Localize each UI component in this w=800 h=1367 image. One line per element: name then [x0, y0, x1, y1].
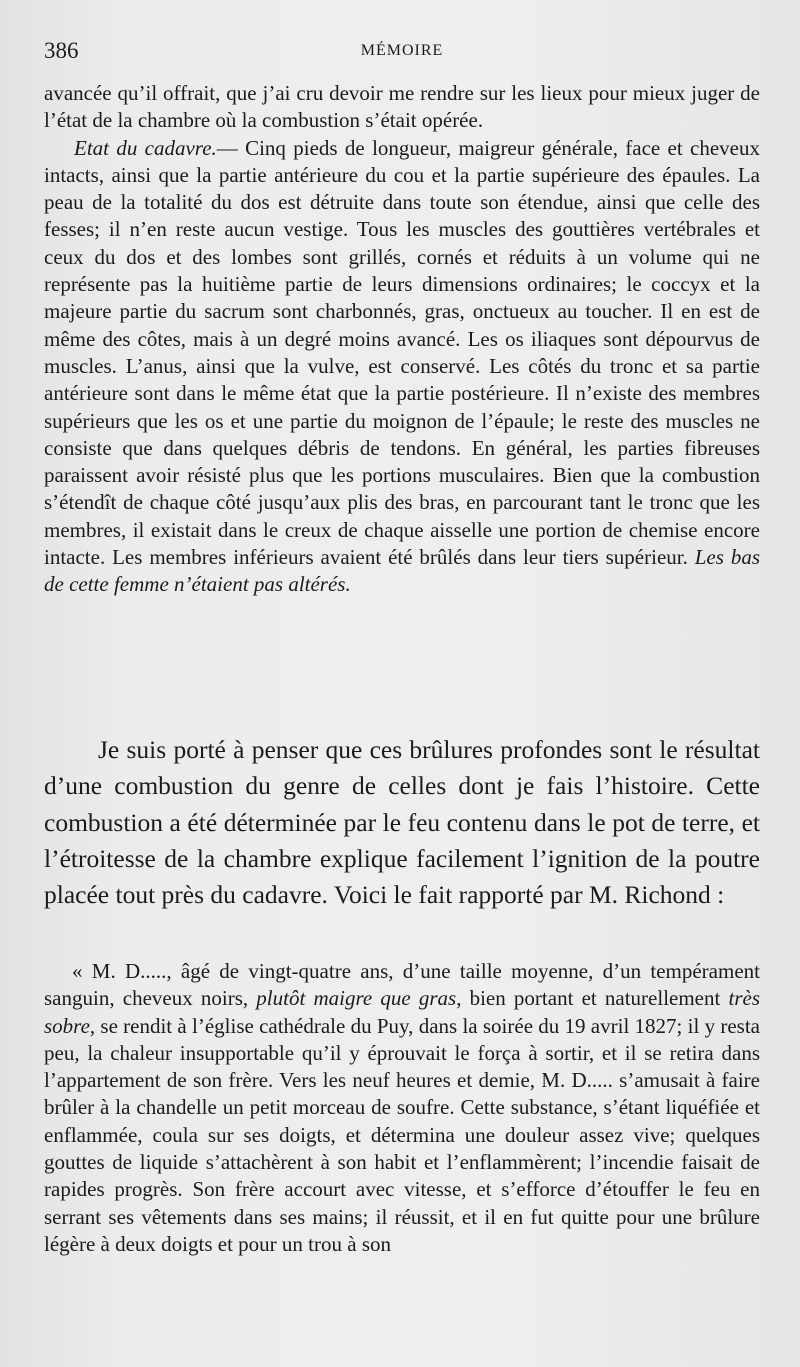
italic-closing-sentence: Les bas de cette femme n’étaient pas altérés.: [44, 545, 760, 597]
body-section-3: [44, 958, 760, 1258]
body-section-1: [44, 80, 760, 599]
paragraph-quoted-case: [44, 958, 760, 1258]
quote-text-2: , bien portant et naturellement: [456, 986, 729, 1011]
quote-italic-2: très sobre: [44, 986, 761, 1038]
paragraph-large-type: Je suis porté à penser que ces brûlures profondes sont le résultat d’une combustion du genre de celles dont je fais l’histoire. Cette combustion a été déterminée par le feu contenu dans le pot de terre, et l’étroitesse de la chambre explique facilement l’ignition de la poutre placée tout près du cadavre. Voici le fait rapporté par M. Richond :: [44, 735, 760, 910]
paragraph-body: Cinq pieds de longueur, maigreur générale, face et cheveux intacts, ainsi que la partie antérieure du cou et la partie supérieure des épaules. La peau de la totalité du dos est détruite dans toute son étendue, ainsi que celle des fesses; il n’en reste aucun vestige. Tous les muscles des gouttières vertébrales et ceux du dos et des lombes sont grillés, cornés et réduits à un volume qui ne représente pas la huitième partie de leurs dimensions ordinaires; le coccyx et la majeure partie du sacrum sont charbonnés, gras, onctueux au toucher. Il en est de même des côtes, mais à un degré moins avancé. Les os iliaques sont dépourvus de muscles. L’anus, ainsi que la vulve, est conservé. Les côtés du tronc et sa partie antérieure sont dans le même état que la partie postérieure. Il n’existe des membres supérieurs que les os et une partie du moignon de l’épaule; le reste des muscles ne consiste que dans quelques débris de tendons. En général, les parties fibreuses paraissent avoir résisté plus que les portions musculaires. Bien que la combustion s’étendît de chaque côté jusqu’aux plis des bras, en parcourant tant le tronc que les membres, il existait dans le creux de chaque aisselle une portion de chemise encore intacte. Les membres inférieurs avaient été brûlés dans leur tiers supérieur.: [44, 135, 760, 570]
running-title: MÉMOIRE: [360, 42, 444, 59]
page-header: [44, 38, 760, 68]
em-dash: —: [216, 135, 238, 160]
section-heading-italic: Etat du cadavre.: [74, 135, 217, 160]
paragraph-continuation: avancée qu’il offrait, que j’ai cru devoir me rendre sur les lieux pour mieux juger de l’état de la chambre où la combustion s’était opérée.: [44, 81, 760, 133]
quote-italic-1: plutôt maigre que gras: [256, 986, 457, 1011]
page-number: 386: [44, 38, 79, 63]
paragraph-etat-du-cadavre: [44, 135, 760, 599]
quote-text-1: « M. D....., âgé de vingt-quatre ans, d’une taille moyenne, d’un tempérament sanguin, cheveux noirs,: [44, 959, 760, 1011]
quote-text-3: , se rendit à l’église cathédrale du Puy, dans la soirée du 19 avril 1827; il y resta peu, la chaleur insupportable qu’il y éprouvait le força à sortir, et il se retira dans l’appartement de son frère. Vers les neuf heures et demie, M. D..... s’amusait à faire brûler à la chandelle un petit morceau de soufre. Cette substance, s’étant liquéfiée et enflammée, coula sur ses doigts, et détermina une douleur assez vive; quelques gouttes de liquide s’attachèrent à son habit et l’enflammèrent; l’incendie faisait de rapides progrès. Son frère accourt avec vitesse, et s’efforce d’étouffer le feu en serrant ses vêtements dans ses mains; il réussit, et il en fut quitte pour une brûlure légère à deux doigts et pour un trou à son: [44, 1013, 760, 1256]
body-section-2: [44, 732, 760, 913]
